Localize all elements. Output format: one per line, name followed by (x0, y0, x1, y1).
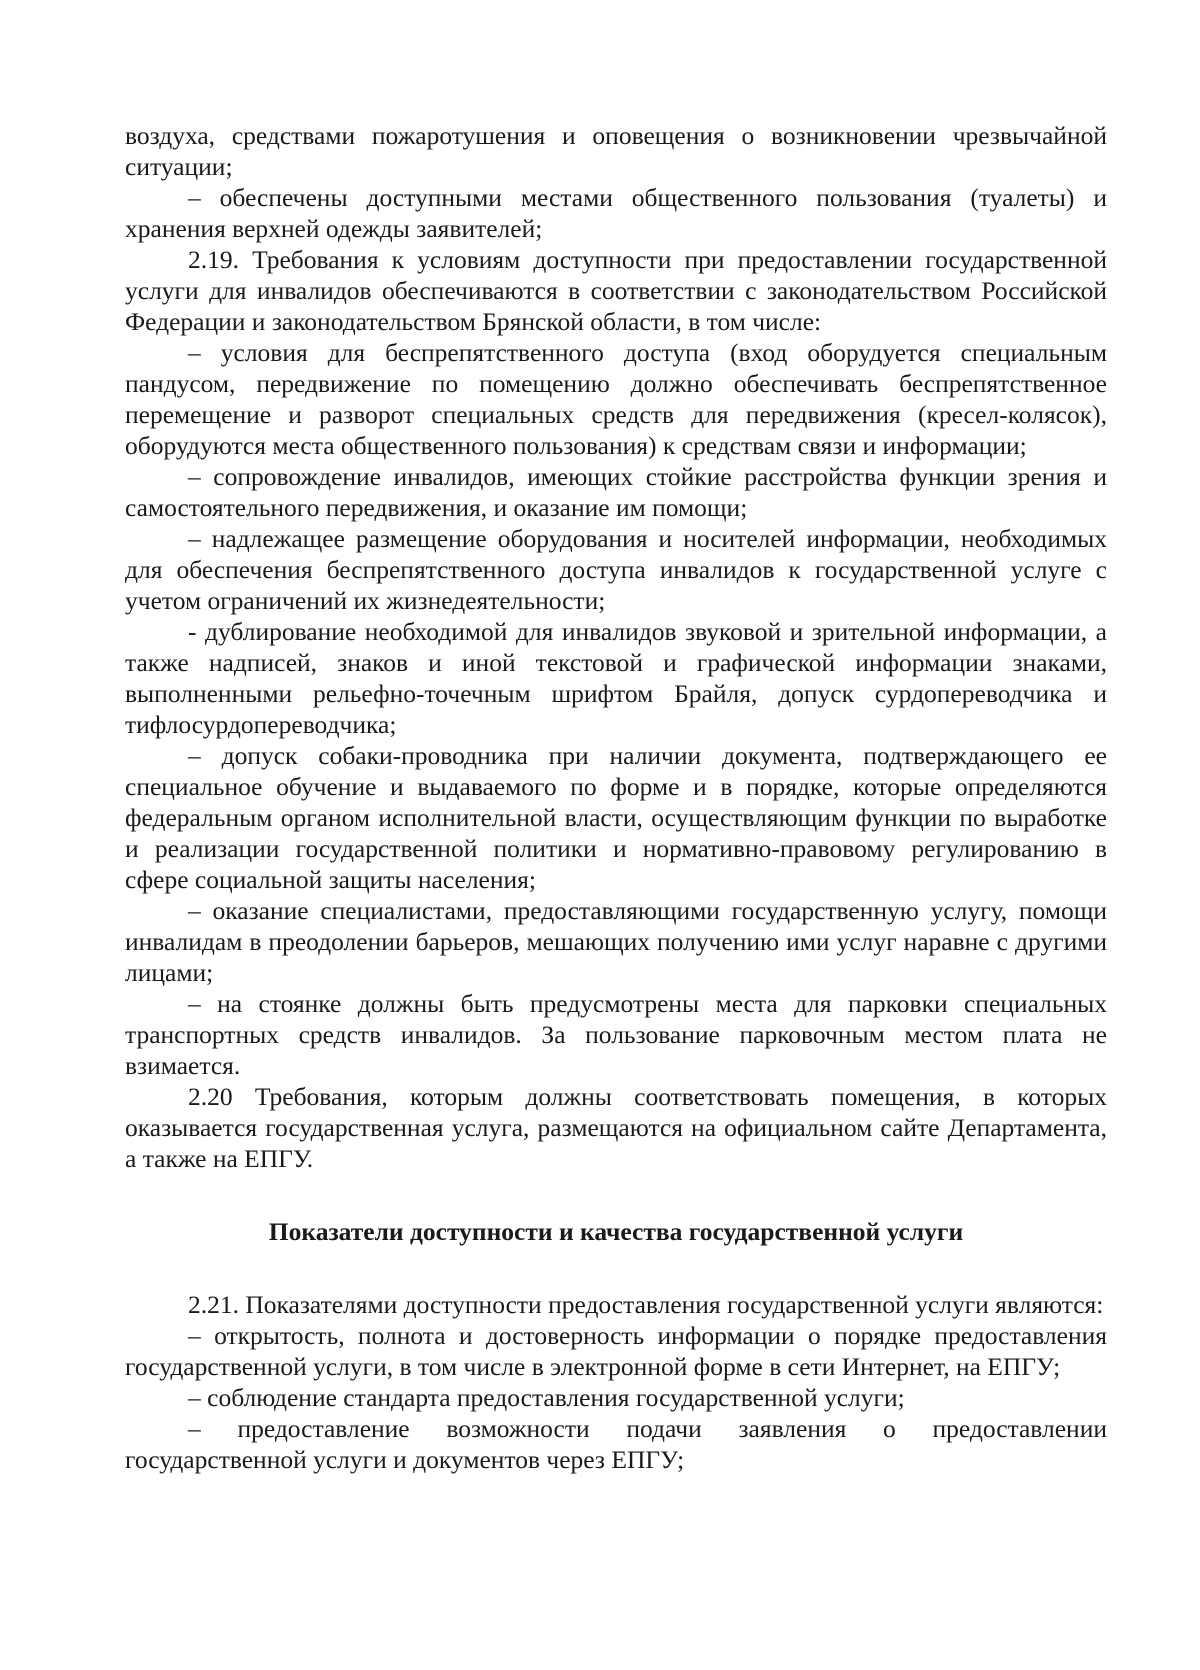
paragraph-top-4: – сопровождение инвалидов, имеющих стойкие расстройства функции зрения и самостоятельного передвижения, и оказание им помощи; (125, 462, 1107, 522)
paragraph-top-8: – оказание специалистами, предоставляющими государственную услугу, помощи инвалидам в преодолении барьеров, мешающих получению ими услуг наравне с другими лицами; (125, 896, 1107, 987)
paragraph-top-0: воздуха, средствами пожаротушения и оповещения о возникновении чрезвычайной ситуации; (125, 121, 1107, 181)
paragraph-bottom-0: 2.21. Показателями доступности предоставления государственной услуги являются: (188, 1290, 1104, 1319)
section-heading: Показатели доступности и качества государственной услуги (268, 1217, 964, 1246)
paragraph-bottom-2: – соблюдение стандарта предоставления государственной услуги; (188, 1383, 905, 1412)
paragraph-top-6: - дублирование необходимой для инвалидов звуковой и зрительной информации, а также надписей, знаков и иной текстовой и графической информации знаками, выполненными рельефно-точечным шрифтом Брайля, допуск сурдопереводчика и тифлосурдопереводчика; (125, 617, 1107, 739)
paragraph-top-1: – обеспечены доступными местами общественного пользования (туалеты) и хранения верхней одежды заявителей; (125, 183, 1107, 243)
paragraph-bottom-1: – открытость, полнота и достоверность информации о порядке предоставления государственной услуги, в том числе в электронной форме в сети Интернет, на ЕПГУ; (125, 1321, 1107, 1381)
paragraph-top-7: – допуск собаки-проводника при наличии документа, подтверждающего ее специальное обучение и выдаваемого по форме и в порядке, которые определяются федеральным органом исполнительной власти, осуществляющим функции по выработке и реализации государственной политики и нормативно-правовому регулированию в сфере социальной защиты населения; (125, 741, 1107, 894)
paragraph-bottom-3: – предоставление возможности подачи заявления о предоставлении государственной услуги и документов через ЕПГУ; (125, 1414, 1107, 1474)
paragraph-top-2: 2.19. Требования к условиям доступности при предоставлении государственной услуги для инвалидов обеспечиваются в соответствии с законодательством Российской Федерации и законодательством Брянской области, в том числе: (125, 245, 1107, 336)
paragraph-top-3: – условия для беспрепятственного доступа (вход оборудуется специальным пандусом, передвижение по помещению должно обеспечивать беспрепятственное перемещение и разворот специальных средств для передвижения (кресел-колясок), оборудуются места общественного пользования) к средствам связи и информации; (125, 338, 1107, 460)
paragraph-top-10: 2.20 Требования, которым должны соответствовать помещения, в которых оказывается государственная услуга, размещаются на официальном сайте Департамента, а также на ЕПГУ. (125, 1082, 1107, 1173)
paragraph-top-5: – надлежащее размещение оборудования и носителей информации, необходимых для обеспечения беспрепятственного доступа инвалидов к государственной услуге с учетом ограничений их жизнедеятельности; (125, 524, 1107, 615)
paragraph-top-9: – на стоянке должны быть предусмотрены места для парковки специальных транспортных средств инвалидов. За пользование парковочным местом плата не взимается. (125, 989, 1107, 1080)
document-body (125, 120, 1107, 1475)
